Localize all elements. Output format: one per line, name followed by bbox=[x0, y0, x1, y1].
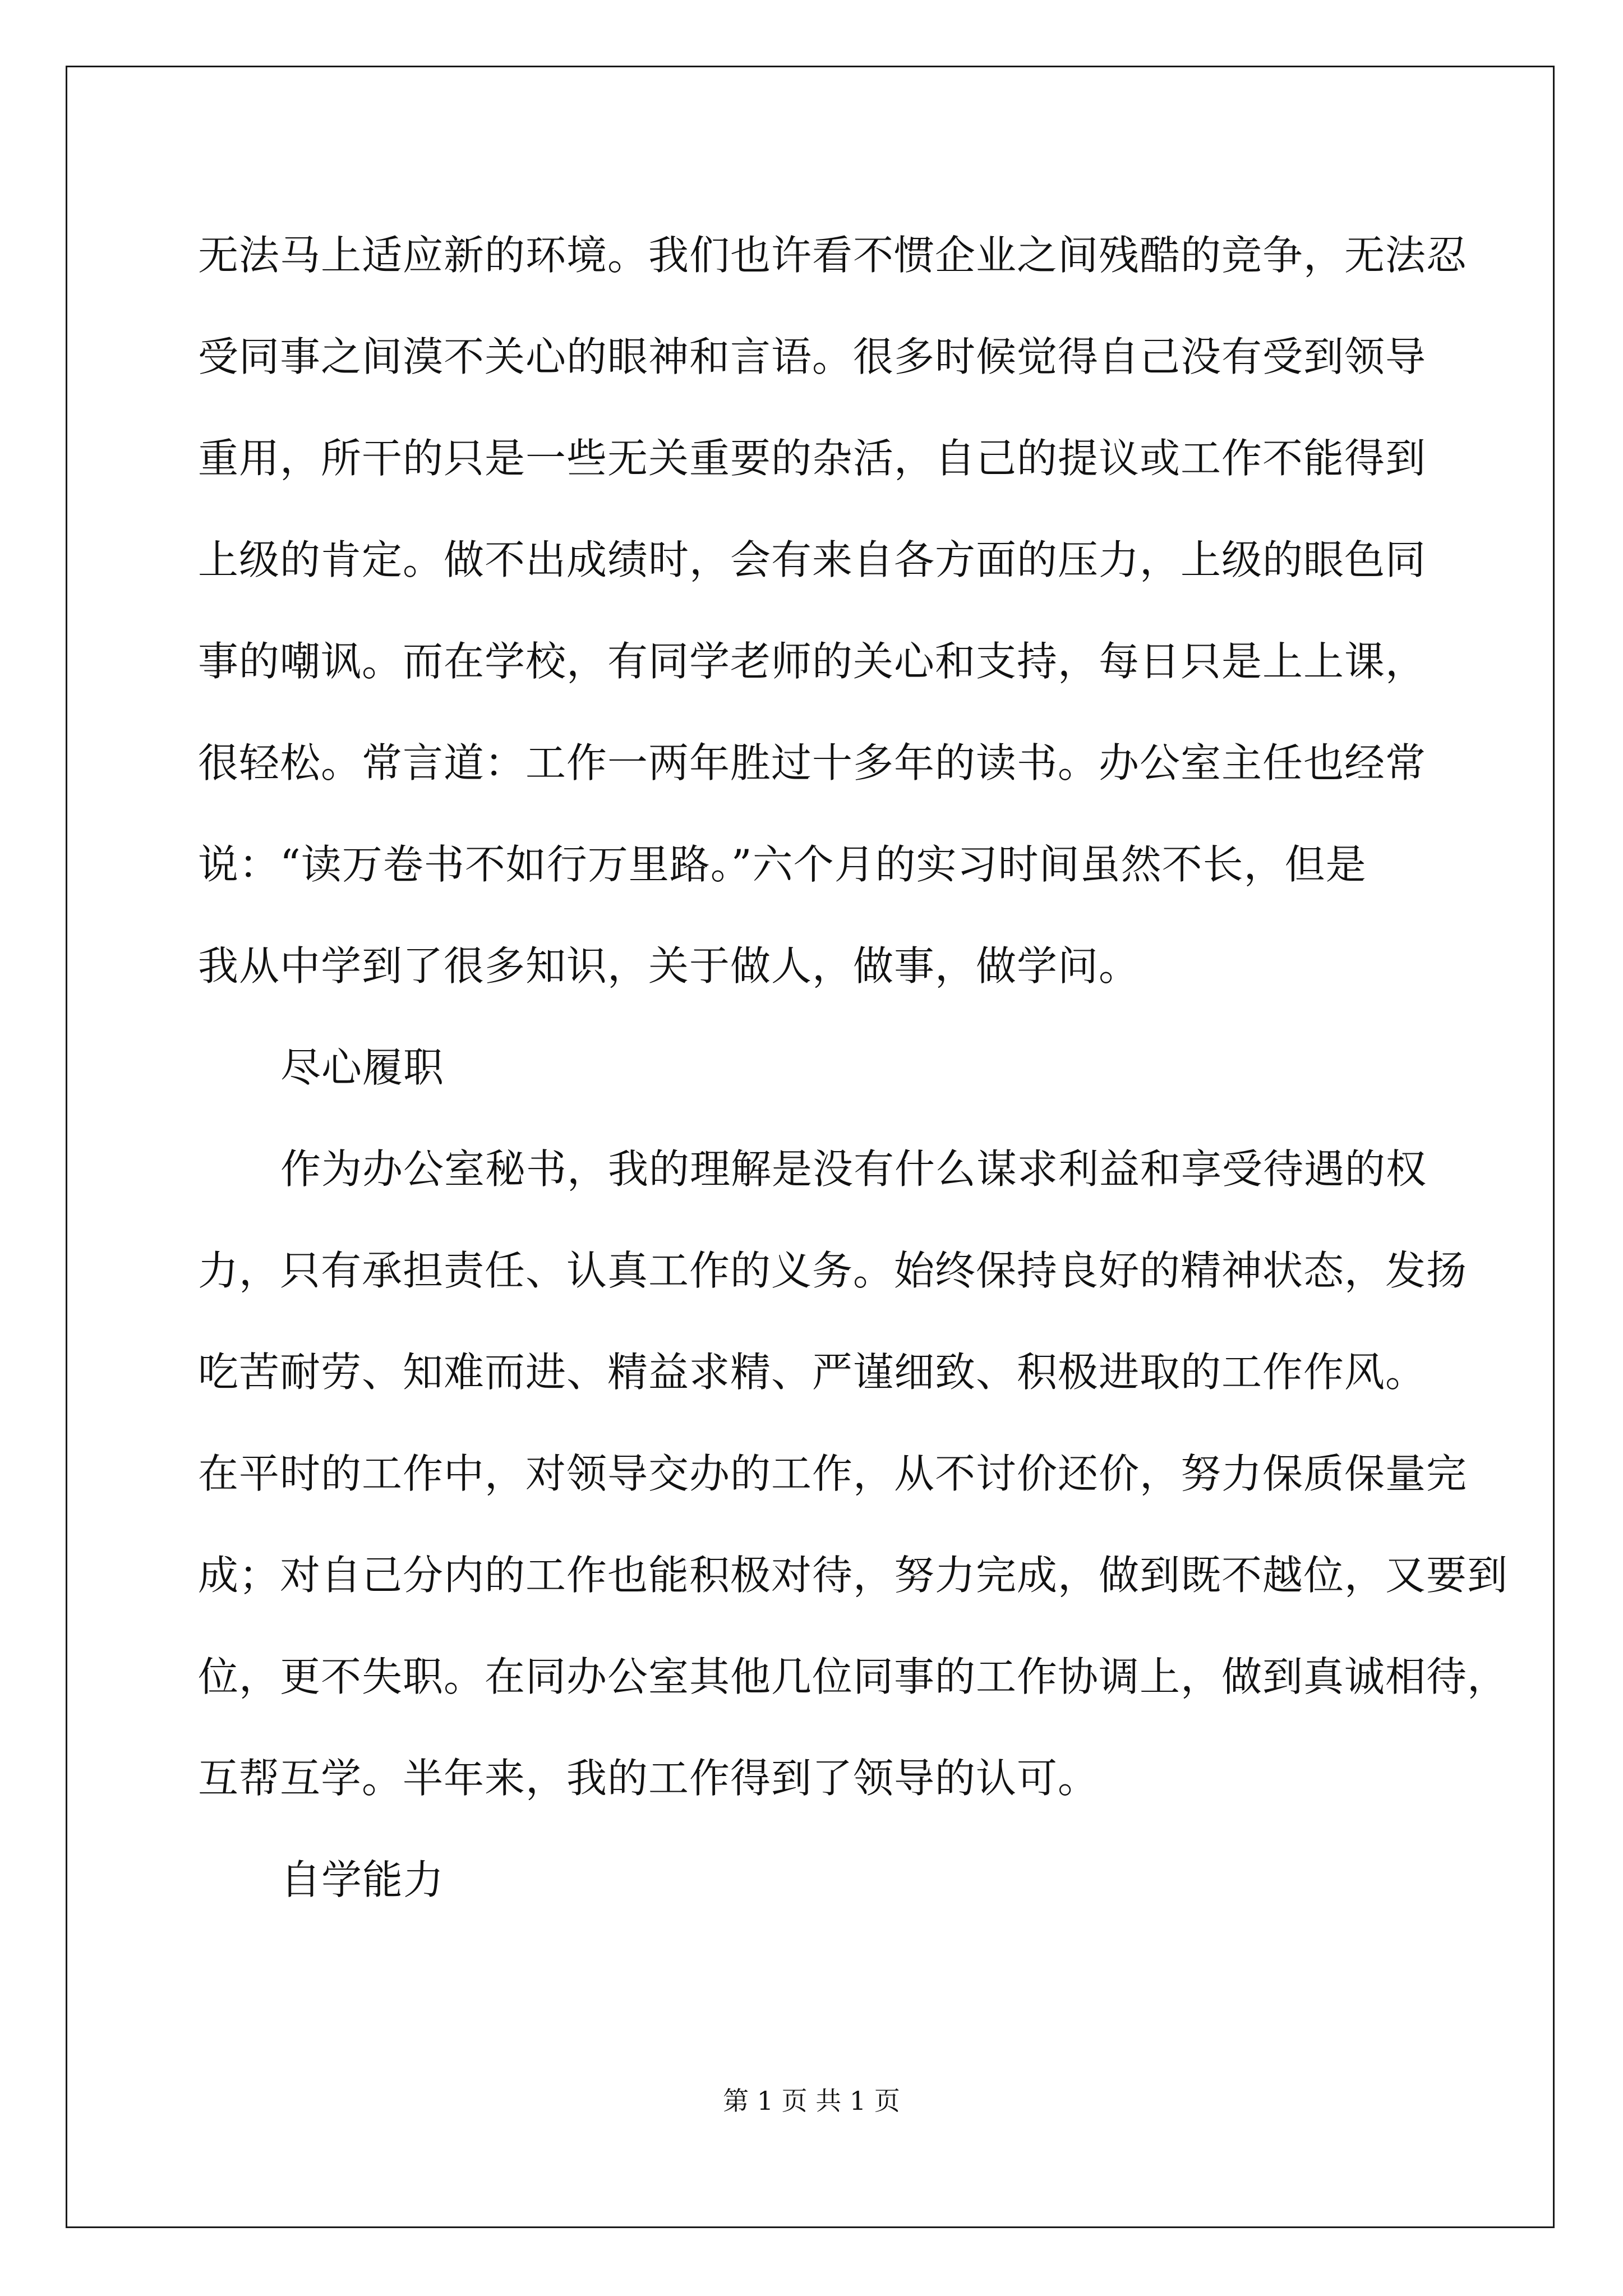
body-line: 上级的肯定。做不出成绩时，会有来自各方面的压力，上级的眼色同 bbox=[198, 536, 1427, 583]
body-line: 重用，所干的只是一些无关重要的杂活，自己的提议或工作不能得到 bbox=[198, 435, 1427, 482]
body-line: 互帮互学。半年来，我的工作得到了领导的认可。 bbox=[198, 1755, 1099, 1802]
body-line: 受同事之间漠不关心的眼神和言语。很多时候觉得自己没有受到领导 bbox=[198, 333, 1427, 380]
body-line: 成；对自己分内的工作也能积极对待，努力完成，做到既不越位，又要到 bbox=[198, 1552, 1509, 1599]
page-footer: 第 1 页 共 1 页 bbox=[723, 2086, 900, 2116]
body-line: 说：“读万卷书不如行万里路。”六个月的实习时间虽然不长，但是 bbox=[198, 841, 1367, 888]
body-line: 无法马上适应新的环境。我们也许看不惯企业之间残酷的竞争，无法忍 bbox=[198, 232, 1468, 279]
body-line: 吃苦耐劳、知难而进、精益求精、严谨细致、积极进取的工作作风。 bbox=[198, 1349, 1427, 1396]
body-line: 在平时的工作中，对领导交办的工作，从不讨价还价，努力保质保量完 bbox=[198, 1450, 1468, 1497]
body-line: 作为办公室秘书，我的理解是没有什么谋求利益和享受待遇的权 bbox=[280, 1145, 1427, 1193]
body-line: 我从中学到了很多知识，关于做人，做事，做学问。 bbox=[198, 942, 1140, 990]
body-line: 位，更不失职。在同办公室其他几位同事的工作协调上，做到真诚相待， bbox=[198, 1653, 1509, 1700]
body-line: 力，只有承担责任、认真工作的义务。始终保持良好的精神状态，发扬 bbox=[198, 1247, 1468, 1294]
section-heading: 自学能力 bbox=[280, 1856, 445, 1903]
section-heading: 尽心履职 bbox=[280, 1044, 445, 1091]
body-line: 很轻松。常言道：工作一两年胜过十多年的读书。办公室主任也经常 bbox=[198, 739, 1427, 786]
body-line: 事的嘲讽。而在学校，有同学老师的关心和支持，每日只是上上课， bbox=[198, 638, 1427, 685]
